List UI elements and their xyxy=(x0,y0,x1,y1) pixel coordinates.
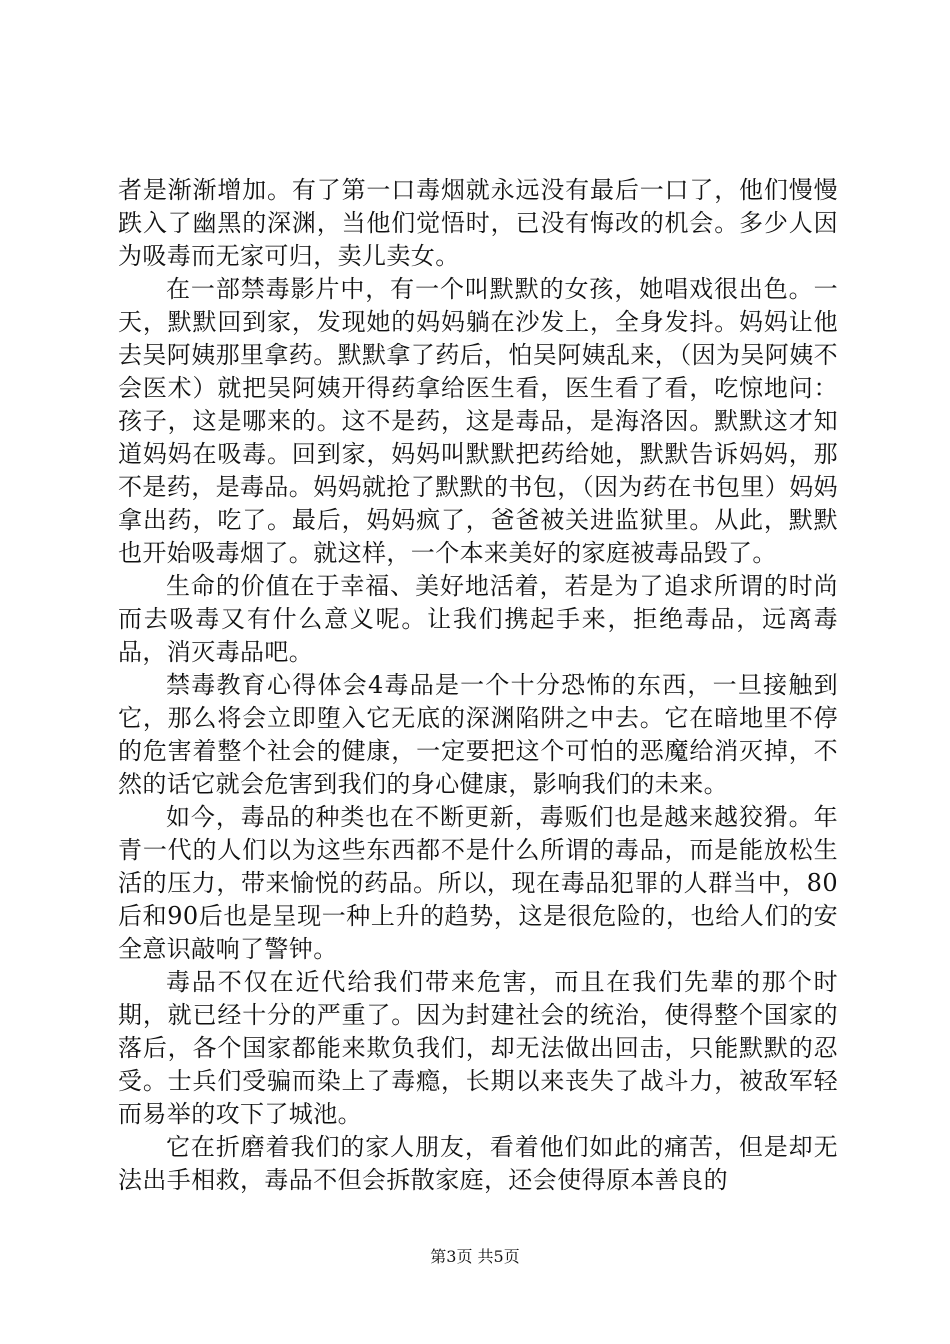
paragraph-1: 者是渐渐增加。有了第一口毒烟就永远没有最后一口了，他们慢慢跌入了幽黑的深渊，当他们觉悟时，已没有悔改的机会。多少人因为吸毒而无家可归，卖儿卖女。 xyxy=(118,176,838,270)
page-footer: 第3页 共5页 xyxy=(430,1247,520,1266)
paragraph-3: 生命的价值在于幸福、美好地活着，若是为了追求所谓的时尚而去吸毒又有什么意义呢。让我们携起手来，拒绝毒品，远离毒品，消灭毒品吧。 xyxy=(118,572,838,666)
document-body xyxy=(118,174,838,1197)
paragraph-5: 如今，毒品的种类也在不断更新，毒贩们也是越来越狡猾。年青一代的人们以为这些东西都不是什么所谓的毒品，而是能放松生活的压力，带来愉悦的药品。所以，现在毒品犯罪的人群当中，80后和90后也是呈现一种上升的趋势，这是很危险的，也给人们的安全意识敲响了警钟。 xyxy=(118,803,838,963)
paragraph-2: 在一部禁毒影片中，有一个叫默默的女孩，她唱戏很出色。一天，默默回到家，发现她的妈妈躺在沙发上，全身发抖。妈妈让他去吴阿姨那里拿药。默默拿了药后，怕吴阿姨乱来，（因为吴阿姨不会医术）就把吴阿姨开得药拿给医生看，医生看了看，吃惊地问：孩子，这是哪来的。这不是药，这是毒品，是海洛因。默默这才知道妈妈在吸毒。回到家，妈妈叫默默把药给她，默默告诉妈妈，那不是药，是毒品。妈妈就抢了默默的书包，（因为药在书包里）妈妈拿出药，吃了。最后，妈妈疯了，爸爸被关进监狱里。从此，默默也开始吸毒烟了。就这样，一个本来美好的家庭被毒品毁了。 xyxy=(118,275,838,567)
paragraph-4: 禁毒教育心得体会4毒品是一个十分恐怖的东西，一旦接触到它，那么将会立即堕入它无底的深渊陷阱之中去。它在暗地里不停的危害着整个社会的健康，一定要把这个可怕的恶魔给消灭掉，不然的话它就会危害到我们的身心健康，影响我们的未来。 xyxy=(118,671,838,798)
paragraph-7: 它在折磨着我们的家人朋友，看着他们如此的痛苦，但是却无法出手相救，毒品不但会拆散家庭，还会使得原本善良的 xyxy=(118,1133,838,1194)
paragraph-6: 毒品不仅在近代给我们带来危害，而且在我们先辈的那个时期，就已经十分的严重了。因为封建社会的统治，使得整个国家的落后，各个国家都能来欺负我们，却无法做出回击，只能默默的忍受。士兵们受骗而染上了毒瘾，长期以来丧失了战斗力，被敌军轻而易举的攻下了城池。 xyxy=(118,968,838,1128)
